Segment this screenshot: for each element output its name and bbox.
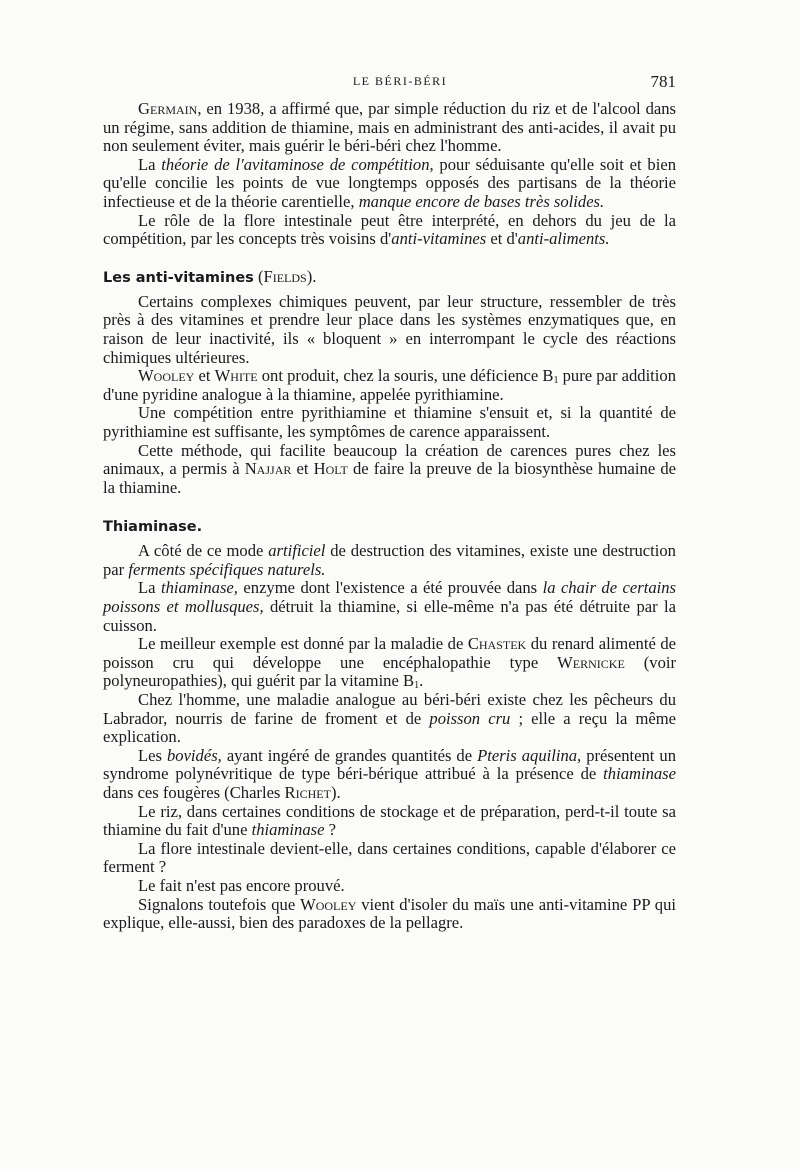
page-header	[0, 72, 800, 92]
paragraph-methode	[103, 442, 676, 498]
text-run: Le rôle de la flore intestinale peut être interprété, en dehors du jeu de la compétition, par les concepts très voisins d'	[103, 210, 676, 249]
italic-text: Pteris aquilina,	[477, 745, 582, 765]
running-head: LE BÉRI-BÉRI	[352, 74, 448, 88]
text-run: ).	[330, 783, 341, 802]
text-run: .	[419, 671, 424, 691]
text-run: vient d'isoler du maïs une anti-vitamine PP qui explique, elle-aussi, bien des paradoxes de la pellagre.	[103, 894, 676, 933]
text-run: détruit la thiamine, si elle-même n'a pas été détruite par la cuisson.	[103, 597, 676, 635]
text-run: Le riz, dans certaines conditions de stockage et de préparation, perd-t-il toute sa thiamine du fait d'une	[103, 801, 676, 840]
text-run: (voir polyneuropathies), qui guérit par la vitamine B	[103, 652, 676, 691]
author-name: Wooley	[138, 366, 195, 386]
author-name: Najjar	[244, 459, 292, 479]
paragraph-labrador	[103, 691, 676, 747]
paragraph-flore	[103, 212, 676, 249]
author-name: White	[214, 366, 258, 386]
paragraph-bovides	[103, 747, 676, 803]
text-run: pour séduisante qu'elle soit et bien qu'elle concilie les points de vue longtemps opposés des partisans de la théorie infectieuse et de la théorie carentielle,	[103, 154, 676, 211]
author-name: Holt	[313, 459, 348, 479]
text-run: Les	[138, 745, 167, 765]
text-run: du renard alimenté de poisson cru qui développe une encéphalopathie type	[103, 634, 676, 672]
text-run: Le meilleur exemple est donné par la maladie de	[138, 634, 468, 654]
text-run: A côté de ce mode	[138, 541, 269, 561]
text-run: ; elle a reçu la même explication.	[103, 708, 677, 747]
italic-text: bovidés,	[166, 745, 222, 765]
italic-text: thiaminase	[251, 820, 325, 840]
text-run: de faire la preuve de la biosynthèse humaine de la thiamine.	[103, 459, 676, 497]
text-run: La	[138, 154, 162, 174]
italic-text: artificiel	[268, 541, 326, 561]
subscript: 1	[553, 375, 559, 387]
italic-text: théorie de l'avitaminose de compétition,	[161, 154, 434, 174]
italic-text: anti-vitamines	[391, 229, 487, 249]
heading-punct: (	[253, 266, 264, 286]
paragraph-complexes: Certains complexes chimiques peuvent, par leur structure, ressembler de très près à des vitamines et prendre leur place dans les systèmes enzymatiques que, en raison de leur inactivité, ils « bloquent » en interrompant le cycle des réactions chimiques ultérieures.	[103, 291, 676, 367]
italic-text: manque encore de bases très solides.	[358, 191, 605, 211]
text-run: ayant ingéré de grandes quantités de	[221, 745, 478, 765]
text-run: pure par addition d'une pyridine analogue à la thiamine, appelée pyrithiamine.	[103, 366, 677, 404]
paragraph-text: , en 1938, a affirmé que, par simple réduction du riz et de l'alcool dans un régime, sans addition de thiamine, mais en administrant des anti-acides, il avait pu non seulement éviter, mais guérir le béri-béri chez l'homme.	[103, 99, 676, 156]
page-body	[103, 100, 676, 933]
paragraph-theorie	[103, 156, 676, 212]
text-run: enzyme dont l'existence a été prouvée dans	[237, 578, 543, 598]
heading-punct: ).	[306, 266, 317, 286]
italic-text: thiaminase,	[160, 578, 238, 598]
author-name: Chastek	[467, 634, 527, 654]
paragraph-germain	[103, 100, 676, 156]
text-run: et	[194, 366, 215, 386]
paragraph-wooley-white	[103, 367, 676, 404]
italic-text: anti-aliments.	[517, 229, 610, 249]
paragraph-la-thiaminase	[103, 579, 676, 635]
text-run: Cette méthode, qui facilite beaucoup la création de carences pures chez les animaux, a permis à	[103, 440, 676, 479]
paragraph-competition: Une compétition entre pyrithiamine et thiamine s'ensuit et, si la quantité de pyrithiamine est suffisante, les symptômes de carence apparaissent.	[103, 403, 676, 441]
paragraph-riz	[103, 803, 676, 840]
italic-text: ferments spécifiques naturels.	[128, 559, 326, 579]
page-number: 781	[650, 72, 676, 91]
heading-text: Les anti-vitamines	[103, 269, 254, 286]
section-heading-thiaminase: Thiaminase.	[103, 519, 203, 536]
text-run: et	[291, 459, 314, 479]
paragraph-chastek	[103, 635, 676, 691]
text-run: Signalons toutefois que	[138, 894, 301, 914]
author-name: Richet	[284, 783, 331, 802]
paragraph-question-flore: La flore intestinale devient-elle, dans certaines conditions, capable d'élaborer ce ferment ?	[103, 838, 676, 877]
italic-text: la chair de certains poissons et mollusques,	[103, 578, 676, 617]
author-name: Fields	[263, 266, 307, 286]
text-run: présentent un syndrome polynévritique de type béri-bérique attribué à la présence de	[103, 745, 676, 784]
paragraph-signalons	[103, 896, 676, 933]
text-run: Chez l'homme, une maladie analogue au béri-béri existe chez les pêcheurs du Labrador, nourris de farine de froment et de	[103, 690, 676, 728]
italic-text: poisson cru	[429, 708, 511, 728]
author-name: Wernicke	[557, 652, 625, 672]
text-run: de destruction des vitamines, existe une destruction par	[103, 541, 676, 579]
paragraph-pas-prouve: Le fait n'est pas encore prouvé.	[138, 875, 345, 895]
text-run: ?	[324, 820, 336, 840]
subscript: 1	[414, 680, 420, 692]
text-run: La	[138, 578, 161, 598]
author-name: Germain	[138, 99, 198, 118]
text-run: ont produit, chez la souris, une déficience B	[257, 366, 554, 386]
italic-text: thiaminase	[603, 764, 676, 784]
section-heading-anti-vitamines	[103, 268, 676, 287]
text-run: dans ces fougères (Charles	[103, 783, 285, 802]
text-run: et d'	[486, 229, 518, 249]
author-name: Wooley	[300, 894, 357, 914]
paragraph-artificiel	[103, 542, 676, 579]
